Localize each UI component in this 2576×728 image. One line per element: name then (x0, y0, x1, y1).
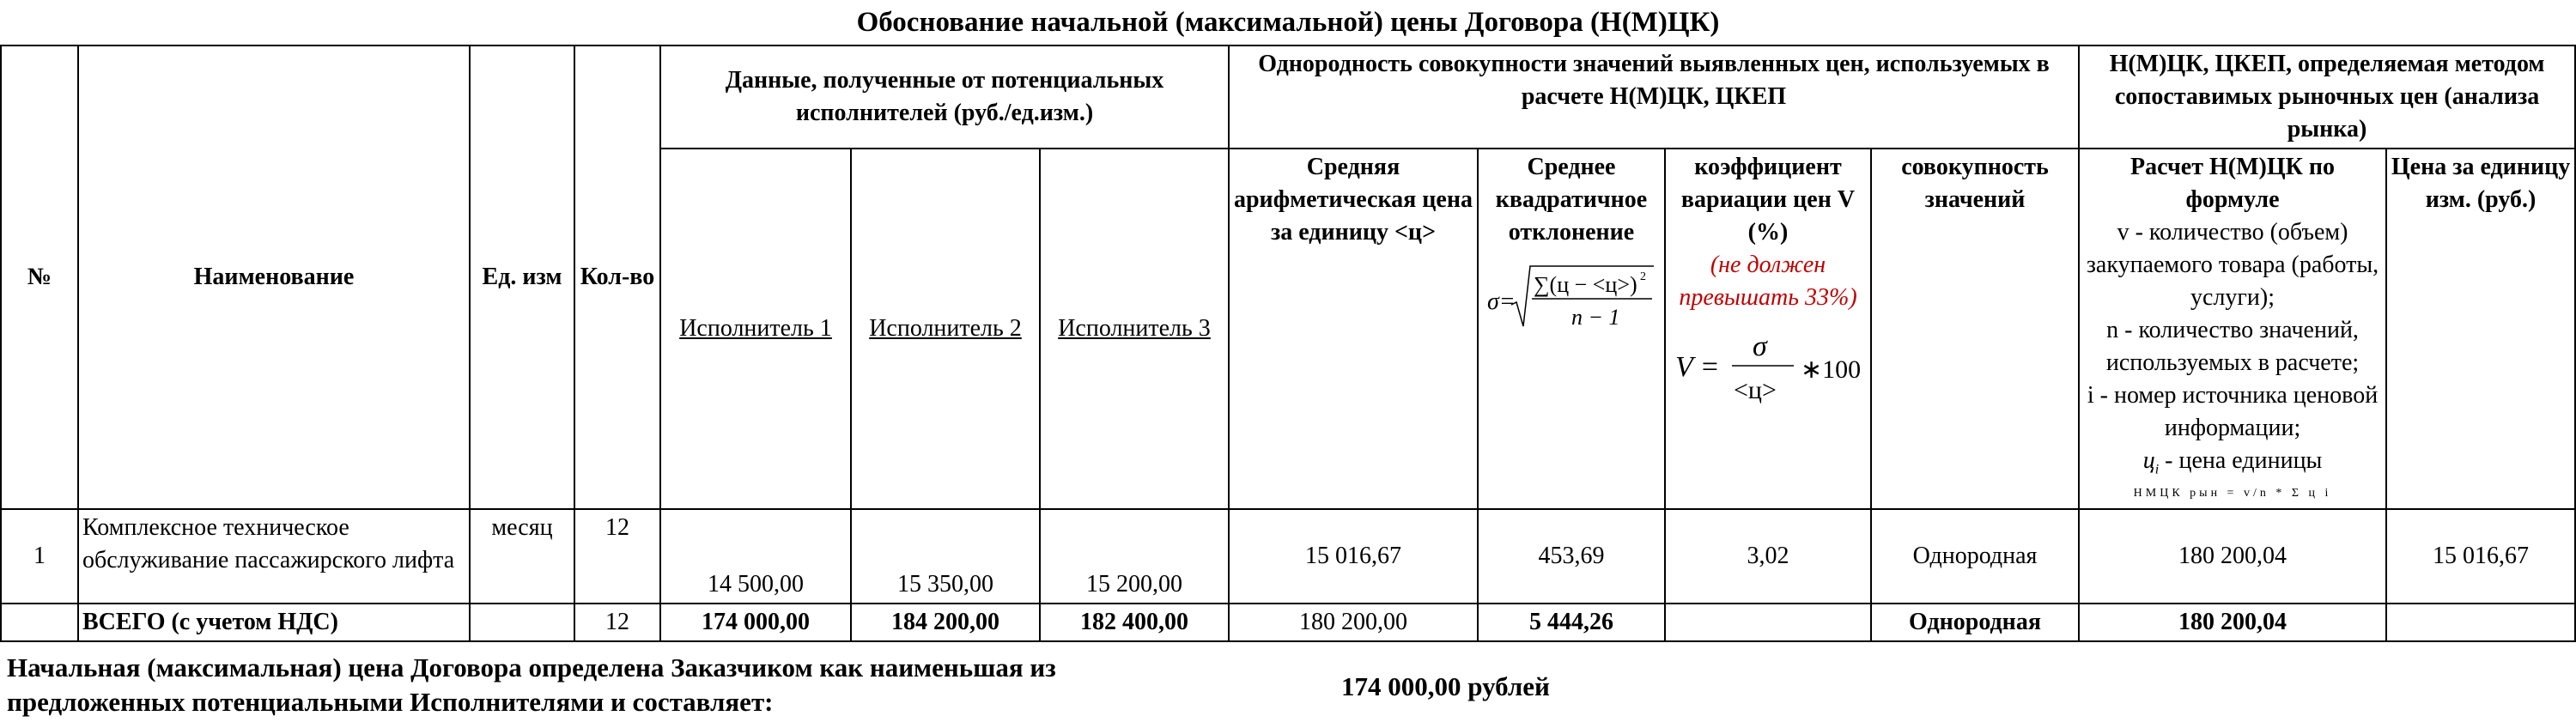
header-unit: Ед. изм (470, 46, 574, 509)
row-executor-3: 15 200,00 (1040, 509, 1229, 604)
header-num: № (1, 46, 78, 509)
variation-coef-note: (не должен превышать 33%) (1679, 252, 1857, 311)
total-label: ВСЕГО (с учетом НДС) (78, 604, 470, 641)
calc-formula-small: НМЦК рын = v/n * Σ ц i (2133, 486, 2332, 500)
calc-n-description: n - количество значений, используемых в расчете; (2105, 317, 2360, 376)
header-executor-3: Исполнитель 3 (1040, 149, 1229, 509)
header-group-data: Данные, полученные от потенциальных исполнителей (руб./ед.изм.) (660, 46, 1229, 149)
svg-text:n − 1: n − 1 (1571, 305, 1620, 330)
row-nmck: 180 200,04 (2079, 509, 2386, 604)
row-executor-1: 14 500,00 (660, 509, 851, 604)
total-row (1, 604, 2575, 641)
header-variation-coef-cell (1665, 149, 1871, 509)
row-executor-2: 15 350,00 (851, 509, 1040, 604)
row-unit-price: 15 016,67 (2386, 509, 2575, 604)
row-qty: 12 (574, 509, 660, 604)
total-average-price: 180 200,00 (1229, 604, 1478, 641)
total-std-deviation: 5 444,26 (1478, 604, 1665, 641)
header-qty: Кол-во (574, 46, 660, 509)
svg-text:∗100: ∗100 (1801, 355, 1862, 384)
total-qty: 12 (574, 604, 660, 641)
header-std-deviation: Среднее квадратичное отклонение (1495, 154, 1648, 246)
total-executor-1: 174 000,00 (660, 604, 851, 641)
header-nmck-calc-cell (2079, 149, 2386, 509)
row-num: 1 (1, 509, 78, 604)
row-value-set: Однородная (1871, 509, 2079, 604)
page-title: Обоснование начальной (максимальной) цены Договора (Н(М)ЦК) (856, 7, 1720, 38)
total-variation-empty (1665, 604, 1871, 641)
header-row-groups (1, 46, 2575, 149)
header-value-set: совокупность значений (1871, 149, 2079, 509)
row-std-deviation: 453,69 (1478, 509, 1665, 604)
svg-text:σ: σ (1753, 331, 1767, 362)
svg-text:<ц>: <ц> (1734, 376, 1777, 404)
calc-v-description: v - количество (объем) закупаемого товара (работы, услуги); (2086, 219, 2379, 311)
header-executor-1: Исполнитель 1 (660, 149, 851, 509)
calc-ci-row (2083, 445, 2382, 487)
header-group-homogeneity: Однородность совокупности значений выявленных цен, используемых в расчете Н(М)ЦК, ЦКЕП (1229, 46, 2079, 149)
std-deviation-formula-icon (1485, 258, 1657, 335)
row-variation-coef: 3,02 (1665, 509, 1871, 604)
svg-text:2: 2 (1640, 270, 1646, 283)
header-nmck-calc-title: Расчет Н(М)ЦК по формуле (2130, 154, 2336, 213)
total-executor-2: 184 200,00 (851, 604, 1040, 641)
header-average-price: Средняя арифметическая цена за единицу <ц> (1229, 149, 1478, 509)
header-name: Наименование (78, 46, 470, 509)
total-nmck: 180 200,04 (2079, 604, 2386, 641)
calc-i-description: i - номер источника ценовой информации; (2087, 382, 2379, 441)
row-average-price: 15 016,67 (1229, 509, 1478, 604)
footer-currency: рублей (1467, 671, 1550, 701)
footer-total (1341, 670, 1550, 704)
svg-text:V =: V = (1675, 351, 1720, 383)
row-unit: месяц (470, 509, 574, 604)
total-executor-3: 182 400,00 (1040, 604, 1229, 641)
table-row (1, 509, 2575, 604)
row-name: Комплексное техническое обслуживание пассажирского лифта (78, 509, 470, 604)
total-unit-empty (470, 604, 574, 641)
ci-symbol-icon: $ц_i$ (2142, 447, 2160, 477)
svg-text:∑(ц − <ц>): ∑(ц − <ц>) (1534, 272, 1637, 297)
total-value-set: Однородная (1871, 604, 2079, 641)
header-std-deviation-cell (1478, 149, 1665, 509)
header-executor-2: Исполнитель 2 (851, 149, 1040, 509)
price-justification-table (0, 45, 2576, 642)
total-num-empty (1, 604, 78, 641)
footer-value: 174 000,00 (1341, 671, 1461, 701)
header-group-nmck: Н(М)ЦК, ЦКЕП, определяемая методом сопоставимых рыночных цен (анализа рынка) (2079, 46, 2575, 149)
header-unit-price: Цена за единицу изм. (руб.) (2386, 149, 2575, 509)
calc-ci-description: - цена единицы (2165, 447, 2323, 474)
header-variation-coef: коэффициент вариации цен V (%) (1680, 154, 1856, 246)
variation-formula-icon (1674, 323, 1862, 409)
total-unit-price-empty (2386, 604, 2575, 641)
svg-text:σ=: σ= (1487, 288, 1516, 315)
footer-text: Начальная (максимальная) цена Договора определена Заказчиком как наименьшая из предложенных потенциальными Исполнителями и составляет: (7, 652, 1056, 717)
